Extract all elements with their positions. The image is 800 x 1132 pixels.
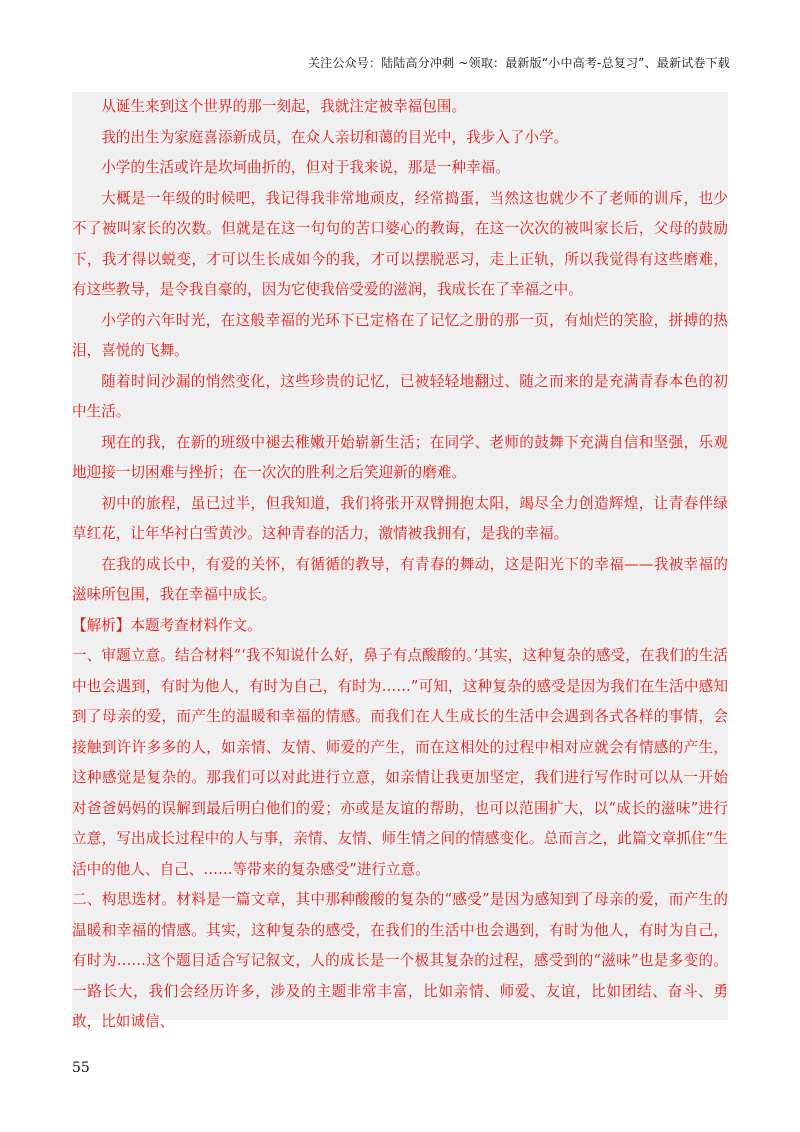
essay-paragraph-5: 小学的六年时光，在这般幸福的光环下已定格在了记忆之册的那一页，有灿烂的笑脸，拼搏的热泪，喜悦的飞舞。 — [72, 311, 728, 359]
essay-paragraph-6: 随着时间沙漏的悄然变化，这些珍贵的记忆，已被轻轻地翻过、随之而来的是充满青春本色的初中生活。 — [72, 372, 728, 420]
analysis-heading: 【解析】本题考查材料作文。 — [72, 616, 262, 634]
page-header: 关注公众号：陆陆高分冲刺 ~领取：最新版“小中高考-总复习”、最新试卷下载 — [307, 56, 730, 70]
page-number: 55 — [72, 1060, 90, 1076]
content-panel — [72, 92, 728, 1030]
essay-paragraph-9: 在我的成长中，有爱的关怀，有循循的教导，有青春的舞动，这是阳光下的幸福——我被幸福的滋味所包围，我在幸福中成长。 — [72, 555, 728, 603]
essay-paragraph-7: 现在的我，在新的班级中褪去稚嫩开始崭新生活；在同学、老师的鼓舞下充满自信和坚强，乐观地迎接一切困难与挫折；在一次次的胜利之后笑迎新的磨难。 — [72, 433, 728, 481]
analysis-point-1: 一、审题立意。结合材料“‘我不知说什么好，鼻子有点酸酸的。’其实，这种复杂的感受，在我们的生活中也会遇到，有时为他人，有时为自己，有时为……”可知，这种复杂的感受是因为我们在生活中感知到了母亲的爱，而产生的温暖和幸福的情感。而我们在人生成长的生活中会遇到各式各样的事情，会接触到许许多多的人，如亲情、友情、师爱的产生，而在这相处的过程中相对应就会有情感的产生，这种感觉是复杂的。那我们可以对此进行立意，如亲情让我更加坚定，我们进行写作时可以从一开始对爸爸妈妈的误解到最后明白他们的爱；亦或是友谊的帮助，也可以范围扩大，以“成长的滋味”进行立意，写出成长过程中的人与事，亲情、友情、师生情之间的情感变化。总而言之，此篇文章抓住“生活中的他人、自己、……等带来的复杂感受”进行立意。 — [72, 647, 728, 878]
essay-paragraph-4: 大概是一年级的时候吧，我记得我非常地顽皮，经常捣蛋，当然这也就少不了老师的训斥，也少不了被叫家长的次数。但就是在这一句句的苦口婆心的教诲，在这一次次的被叫家长后，父母的鼓励下，我才得以蜕变，才可以生长成如今的我，才可以摆脱恶习，走上正轨，所以我觉得有这些磨难，有这些教导，是令我自豪的，因为它使我倍受爱的滋润，我成长在了幸福之中。 — [72, 189, 728, 298]
essay-paragraph-1: 从诞生来到这个世界的那一刻起，我就注定被幸福包围。 — [101, 98, 467, 115]
essay-paragraph-3: 小学的生活或许是坎坷曲折的，但对于我来说，那是一种幸福。 — [101, 159, 510, 176]
analysis-point-2: 二、构思选材。材料是一篇文章，其中那种酸酸的复杂的“感受”是因为感知到了母亲的爱，而产生的温暖和幸福的情感。其实，这种复杂的感受，在我们的生活中也会遇到，有时为他人，有时为自己，有时为……这个题目适合写记叙文，人的成长是一个极其复杂的过程，感受到的“滋味”也是多变的。一路长大，我们会经历许多，涉及的主题非常丰富，比如亲情、师爱、友谊，比如团结、奋斗、勇敢，比如诚信、 — [72, 891, 728, 1030]
essay-paragraph-2: 我的出生为家庭喜添新成员，在众人亲切和蔼的目光中，我步入了小学。 — [101, 128, 569, 146]
essay-paragraph-8: 初中的旅程，虽已过半，但我知道，我们将张开双臂拥抱太阳，竭尽全力创造辉煌，让青春伴绿草红花，让年华衬白雪黄沙。这种青春的活力，激情被我拥有，是我的幸福。 — [72, 494, 728, 542]
